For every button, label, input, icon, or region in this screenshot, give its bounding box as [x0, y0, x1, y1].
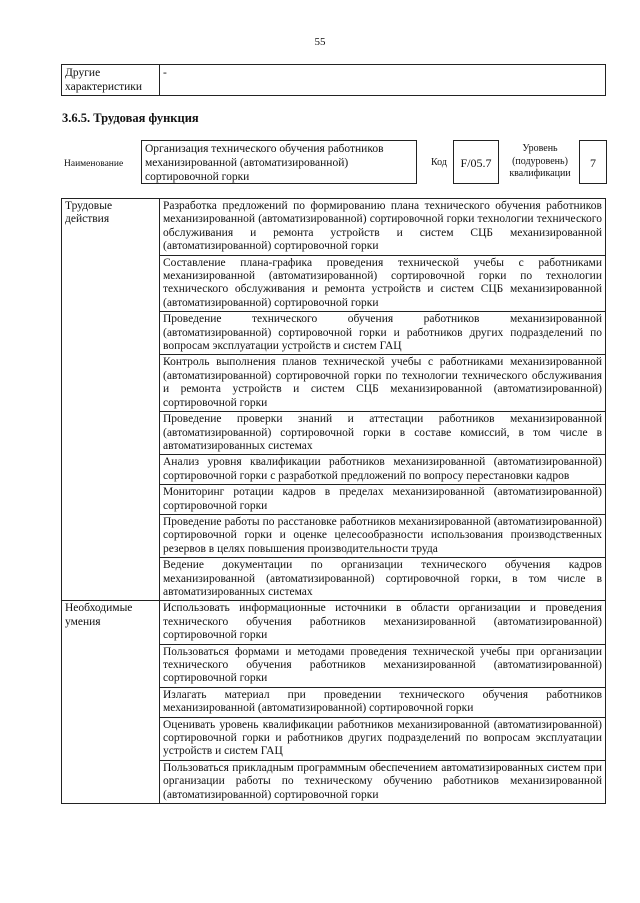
labor-action-category-label: Трудовые действия: [62, 199, 160, 601]
name-label: Наименование: [64, 159, 124, 169]
section-heading: 3.6.5. Трудовая функция: [62, 111, 199, 125]
page-number: 55: [314, 36, 326, 48]
function-name: Организация технического обучения работников механизированной (автоматизированной) сортировочной горки: [141, 140, 417, 184]
required-skill-item: Пользоваться прикладным программным обеспечением автоматизированных систем при организации работы по техническому обучению работников механизированной (автоматизированной) сортировочной горки: [160, 760, 606, 803]
required-skill-item: Излагать материал при проведении технического обучения работников механизированной (автоматизированной) сортировочной горки: [160, 687, 606, 717]
function-code: F/05.7: [453, 140, 499, 184]
required-skill-item: Использовать информационные источники в области организации и проведения технического обучения работников механизированной (автоматизированной) сортировочной горки: [160, 601, 606, 644]
code-label: Код: [431, 157, 447, 168]
table-row: [62, 199, 606, 256]
labor-function-header: [62, 140, 607, 188]
qualification-level-value: 7: [579, 140, 607, 184]
labor-action-item: Контроль выполнения планов технической учебы с работниками механизированной (автоматизированной) сортировочной горки по технологии технического обслуживания и ремонта устройств и систем СЦБ механизированной (автоматизированной) сортировочной горки: [160, 355, 606, 412]
required-skill-category-label: Необходимые умения: [62, 601, 160, 804]
qualification-level-label: Уровень (подуровень) квалификации: [509, 143, 571, 179]
labor-action-item: Проведение проверки знаний и аттестации работников механизированной (автоматизированной) сортировочной горки в составе комиссий, в том числе в автоматизированных системах: [160, 412, 606, 455]
labor-action-item: Мониторинг ротации кадров в пределах механизированной (автоматизированной) сортировочной горки: [160, 485, 606, 515]
table-row: [62, 65, 606, 96]
labor-action-item: Разработка предложений по формированию плана технического обучения работников механизированной (автоматизированной) сортировочной горки технологии технического обслуживания и ремонта устройств и систем СЦБ механизированной (автоматизированной) сортировочной горки: [160, 199, 606, 256]
labor-action-item: Проведение работы по расстановке работников механизированной (автоматизированной) сортировочной горки и оценке целесообразности использования производственных резервов в целях повышения производительности труда: [160, 514, 606, 557]
other-characteristics-value: -: [160, 65, 606, 96]
other-characteristics-label: Другие характеристики: [62, 65, 160, 96]
labor-action-item: Составление плана-графика проведения технической учебы с работниками механизированной (автоматизированной) сортировочной горки по технологии технического обслуживания и ремонта устройств и систем СЦБ механизированной (автоматизированной) сортировочной горки: [160, 255, 606, 312]
other-characteristics-table: [61, 64, 606, 96]
required-skill-item: Пользоваться формами и методами проведения технической учебы при организации технического обучения работников механизированной (автоматизированной) сортировочной горки: [160, 644, 606, 687]
table-row: [62, 601, 606, 644]
labor-action-item: Анализ уровня квалификации работников механизированной (автоматизированной) сортировочной горки с разработкой предложений по вопросу перестановки кадров: [160, 455, 606, 485]
labor-action-item: Проведение технического обучения работников механизированной (автоматизированной) сортировочной горки и работников других подразделений по вопросам эксплуатации устройств и систем ГАЦ: [160, 312, 606, 355]
required-skill-item: Оценивать уровень квалификации работников механизированной (автоматизированной) сортировочной горки и работников других подразделений по вопросам эксплуатации устройств и систем ГАЦ: [160, 717, 606, 760]
labor-action-item: Ведение документации по организации технического обучения кадров механизированной (автоматизированной) сортировочной горки, в том числе в автоматизированных системах: [160, 558, 606, 601]
labor-function-table: [61, 198, 606, 804]
